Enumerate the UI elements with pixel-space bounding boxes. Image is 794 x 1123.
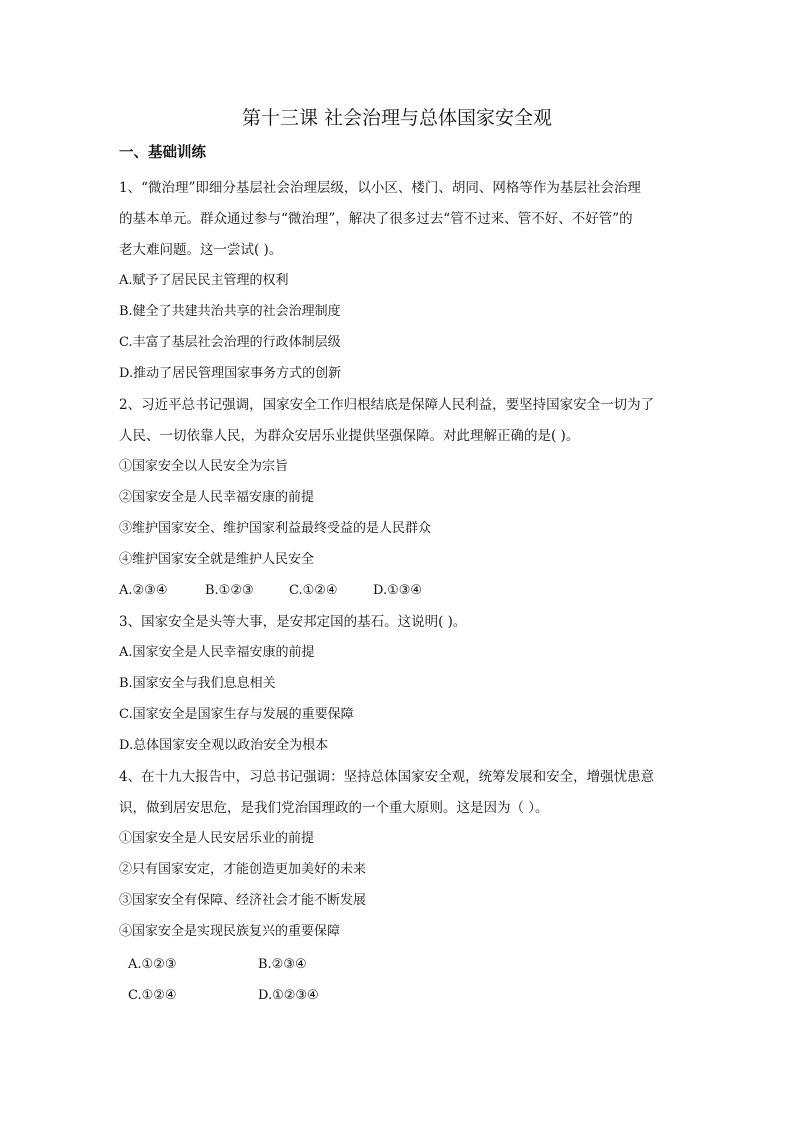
q4-statement-4: ④国家安全是实现民族复兴的重要保障 [119, 924, 341, 939]
q2-option-c: C.①②④ [289, 583, 338, 598]
q3-option-d: D.总体国家安全观以政治安全为根本 [119, 738, 329, 753]
q3-option-c: C.国家安全是国家生存与发展的重要保障 [119, 707, 354, 722]
q3-option-a: A.国家安全是人民幸福安康的前提 [119, 645, 315, 660]
q2-statement-3: ③维护国家安全、维护国家利益最终受益的是人民群众 [119, 521, 432, 536]
q2-statement-4: ④维护国家安全就是维护人民安全 [119, 552, 315, 567]
q1-option-c: C.丰富了基层社会治理的行政体制层级 [119, 335, 341, 350]
q4-option-c: C.①②④ [128, 988, 177, 1003]
q2-option-d: D.①③④ [373, 583, 423, 598]
q2-options [119, 581, 679, 601]
q4-statement-1: ①国家安全是人民安居乐业的前提 [119, 831, 315, 846]
q4-options-row-2 [128, 986, 688, 1006]
q1-option-b: B.健全了共建共治共享的社会治理制度 [119, 304, 341, 319]
section-heading: 一、基础训练 [119, 145, 206, 161]
q4-options-row-1 [128, 955, 688, 975]
q2-statement-2: ②国家安全是人民幸福安康的前提 [119, 490, 315, 505]
q4-option-d: D.①②③④ [258, 988, 319, 1003]
q4-stem-line-2: 识，做到居安思危，是我们党治国理政的一个重大原则。这是因为（ ）。 [119, 800, 549, 816]
q1-stem-line-2: 的基本单元。群众通过参与“微治理”，解决了很多过去“管不过来、管不好、不好管”的 [119, 211, 633, 227]
q4-option-b: B.②③④ [258, 957, 307, 972]
q1-stem-line-3: 老大难问题。这一尝试( )。 [119, 242, 283, 258]
q2-stem-line-1: 2、习近平总书记强调，国家安全工作归根结底是保障人民利益，要坚持国家安全一切为了 [119, 397, 655, 413]
q4-statement-3: ③国家安全有保障、经济社会才能不断发展 [119, 893, 367, 908]
q3-stem-line-1: 3、国家安全是头等大事，是安邦定国的基石。这说明( )。 [119, 614, 467, 630]
q1-option-d: D.推动了居民管理国家事务方式的创新 [119, 366, 342, 381]
q1-option-a: A.赋予了居民民主管理的权利 [119, 273, 289, 288]
q2-option-b: B.①②③ [205, 583, 254, 598]
q3-option-b: B.国家安全与我们息息相关 [119, 676, 276, 691]
q4-option-a: A.①②③ [128, 957, 177, 972]
q2-statement-1: ①国家安全以人民安全为宗旨 [119, 459, 289, 474]
q1-stem-line-1: 1、“微治理”即细分基层社会治理层级，以小区、楼门、胡同、网格等作为基层社会治理 [119, 180, 641, 196]
q4-stem-line-1: 4、在十九大报告中，习总书记强调：坚持总体国家安全观，统筹发展和安全，增强忧患意 [119, 769, 655, 785]
q4-statement-2: ②只有国家安定，才能创造更加美好的未来 [119, 862, 367, 877]
page-title: 第十三课 社会治理与总体国家安全观 [241, 107, 553, 129]
q2-option-a: A.②③④ [119, 583, 168, 598]
q2-stem-line-2: 人民、一切依靠人民，为群众安居乐业提供坚强保障。对此理解正确的是( )。 [119, 428, 580, 444]
